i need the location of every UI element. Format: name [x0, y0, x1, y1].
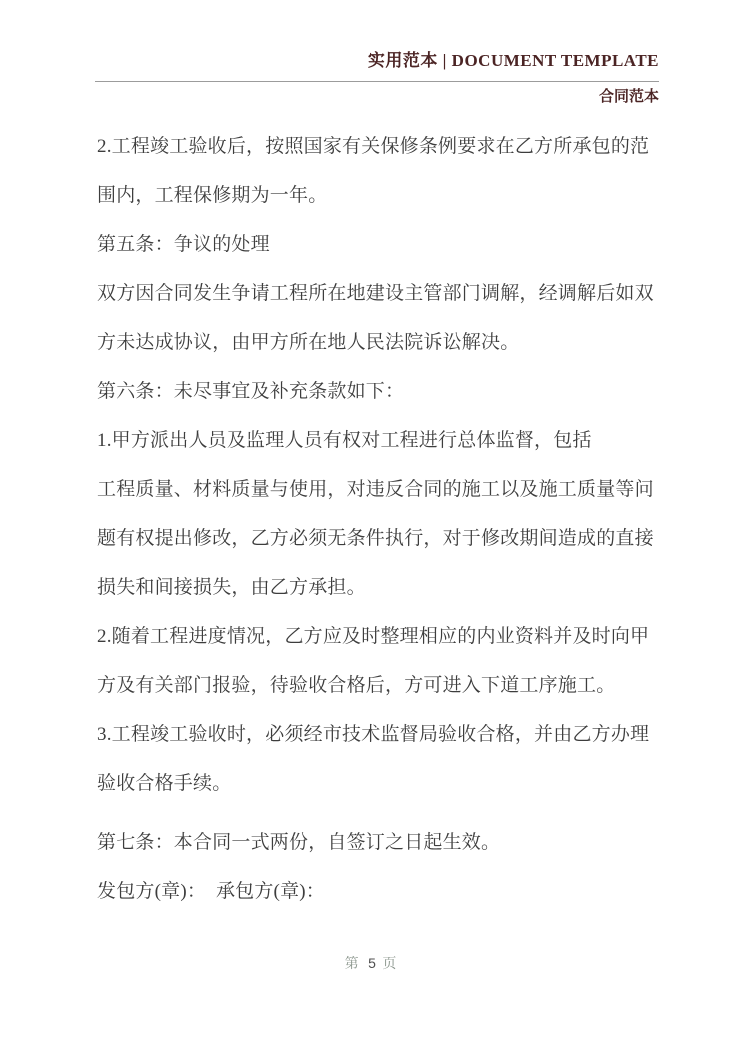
- body-line: 双方因合同发生争请工程所在地建设主管部门调解，经调解后如双: [97, 283, 654, 304]
- header-divider: [95, 81, 659, 82]
- footer-page-prefix: 第: [344, 957, 362, 972]
- page-footer: [0, 953, 744, 973]
- body-line: 损失和间接损失，由乙方承担。: [97, 577, 366, 598]
- body-line: 围内，工程保修期为一年。: [97, 185, 328, 206]
- body-line: 2.工程竣工验收后，按照国家有关保修条例要求在乙方所承包的范: [97, 136, 650, 157]
- body-line: 题有权提出修改，乙方必须无条件执行，对于修改期间造成的直接: [97, 528, 654, 549]
- body-line: 1.甲方派出人员及监理人员有权对工程进行总体监督，包括: [97, 430, 592, 451]
- header-brand: 实用范本 | DOCUMENT TEMPLATE: [367, 51, 659, 70]
- body-line: 3.工程竣工验收时，必须经市技术监督局验收合格，并由乙方办理: [97, 724, 650, 745]
- body-line: 第七条：本合同一式两份，自签订之日起生效。: [97, 832, 501, 853]
- page-header: [95, 0, 659, 106]
- body-line: 方未达成协议，由甲方所在地人民法院诉讼解决。: [97, 332, 520, 353]
- document-body: [97, 122, 656, 916]
- footer-page-number: 5: [368, 955, 376, 971]
- body-line: 2.随着工程进度情况，乙方应及时整理相应的内业资料并及时向甲: [97, 626, 650, 647]
- body-line: 工程质量、材料质量与使用，对违反合同的施工以及施工质量等问: [97, 479, 654, 500]
- body-line: 验收合格手续。: [97, 773, 232, 794]
- body-line: 发包方(章)： 承包方(章)：: [97, 881, 326, 902]
- footer-page-suffix: 页: [382, 957, 400, 972]
- body-line: 第五条：争议的处理: [97, 234, 270, 255]
- body-line: 方及有关部门报验，待验收合格后，方可进入下道工序施工。: [97, 675, 616, 696]
- body-line: 第六条：未尽事宜及补充条款如下：: [97, 381, 405, 402]
- header-subtitle: 合同范本: [598, 89, 659, 106]
